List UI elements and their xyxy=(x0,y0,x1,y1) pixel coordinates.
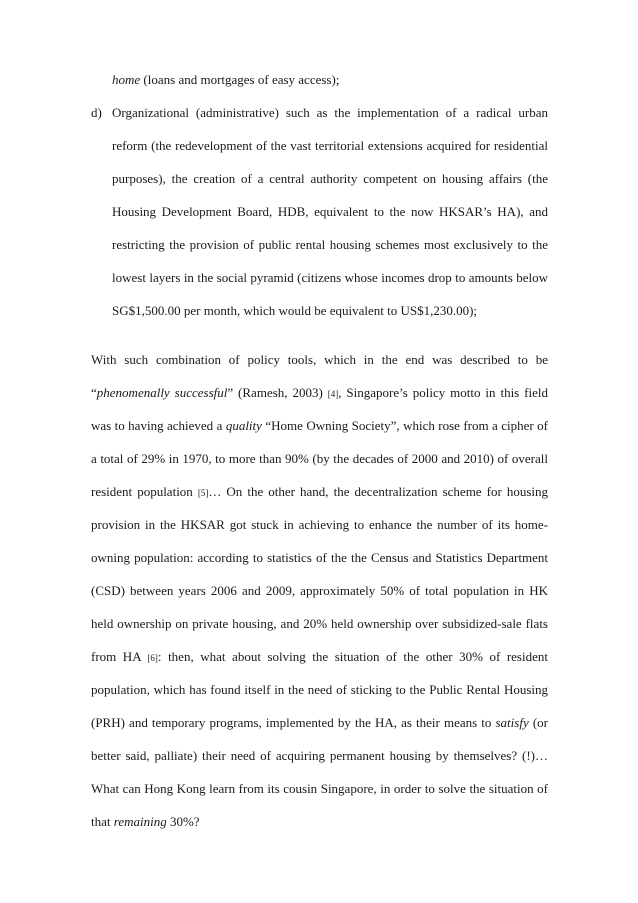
text-run: was to having achieved a xyxy=(91,418,226,433)
text-run: … On the other hand, the decentralization scheme for housing xyxy=(208,484,548,499)
paragraph-line: held ownership on private housing, and 20% held ownership over subsidized-sale flats xyxy=(91,616,548,631)
text-run: ” (Ramesh, 2003) xyxy=(227,385,328,400)
emphasis-text: remaining xyxy=(113,814,167,829)
paragraph-line: population, which has found itself in the need of sticking to the Public Rental Housing xyxy=(91,682,548,697)
paragraph-line: a total of 29% in 1970, to more than 90% (by the decades of 2000 and 2010) of overall xyxy=(91,451,548,466)
emphasis-text: phenomenally successful xyxy=(96,385,228,400)
list-item-d-line: SG$1,500.00 per month, which would be equivalent to US$1,230.00); xyxy=(112,303,478,318)
paragraph-line xyxy=(91,418,548,434)
list-item-d-line: reform (the redevelopment of the vast territorial extensions acquired for residential xyxy=(112,138,548,153)
text-run: (or xyxy=(528,715,548,730)
list-item-c-tail xyxy=(112,72,339,88)
paragraph-line: What can Hong Kong learn from its cousin Singapore, in order to solve the situation of xyxy=(91,781,548,796)
citation-6: [6] xyxy=(147,653,158,663)
emphasis-text: quality xyxy=(225,418,262,433)
emphasis-text: satisfy xyxy=(495,715,529,730)
paragraph-line: With such combination of policy tools, which in the end was described to be xyxy=(91,352,548,367)
list-item-d-line: Housing Development Board, HDB, equivalent to the now HKSAR’s HA), and xyxy=(112,204,548,219)
paragraph-line: provision in the HKSAR got stuck in achieving to enhance the number of its home- xyxy=(91,517,548,532)
citation-5: [5] xyxy=(197,488,209,498)
paragraph-line: better said, palliate) their need of acquiring permanent housing by themselves? (!)… xyxy=(91,748,548,763)
text-run: “Home Owning Society”, which rose from a cipher of xyxy=(261,418,548,433)
paragraph-line xyxy=(91,484,548,500)
paragraph-line xyxy=(91,814,548,830)
text-run: 30%? xyxy=(166,814,200,829)
paragraph-line: owning population: according to statistics of the the Census and Statistics Department xyxy=(91,550,548,565)
list-marker-d: d) xyxy=(91,105,102,120)
text-run: from HA xyxy=(91,649,148,664)
text-run: : then, what about solving the situation of the other 30% of resident xyxy=(157,649,548,664)
text-run: , Singapore’s policy motto in this field xyxy=(338,385,548,400)
list-item-d-line: restricting the provision of public rental housing schemes most exclusively to the xyxy=(112,237,548,252)
paragraph-line: (CSD) between years 2006 and 2009, approximately 50% of total population in HK xyxy=(91,583,548,598)
text-run: that xyxy=(91,814,114,829)
list-item-text: (loans and mortgages of easy access); xyxy=(140,72,340,87)
list-item-d-line: lowest layers in the social pyramid (citizens whose incomes drop to amounts below xyxy=(112,270,548,285)
paragraph-line xyxy=(91,385,548,401)
paragraph-line xyxy=(91,715,548,731)
list-item-d-line: purposes), the creation of a central authority competent on housing affairs (the xyxy=(112,171,548,186)
paragraph-line xyxy=(91,649,548,665)
text-run: resident population xyxy=(91,484,198,499)
list-item-d-line: Organizational (administrative) such as the implementation of a radical urban xyxy=(112,105,548,120)
emphasis-text: home xyxy=(112,72,141,87)
text-run: (PRH) and temporary programs, implemented by the HA, as their means to xyxy=(91,715,496,730)
quote-open: “ xyxy=(91,385,97,400)
citation-4: [4] xyxy=(327,389,339,399)
